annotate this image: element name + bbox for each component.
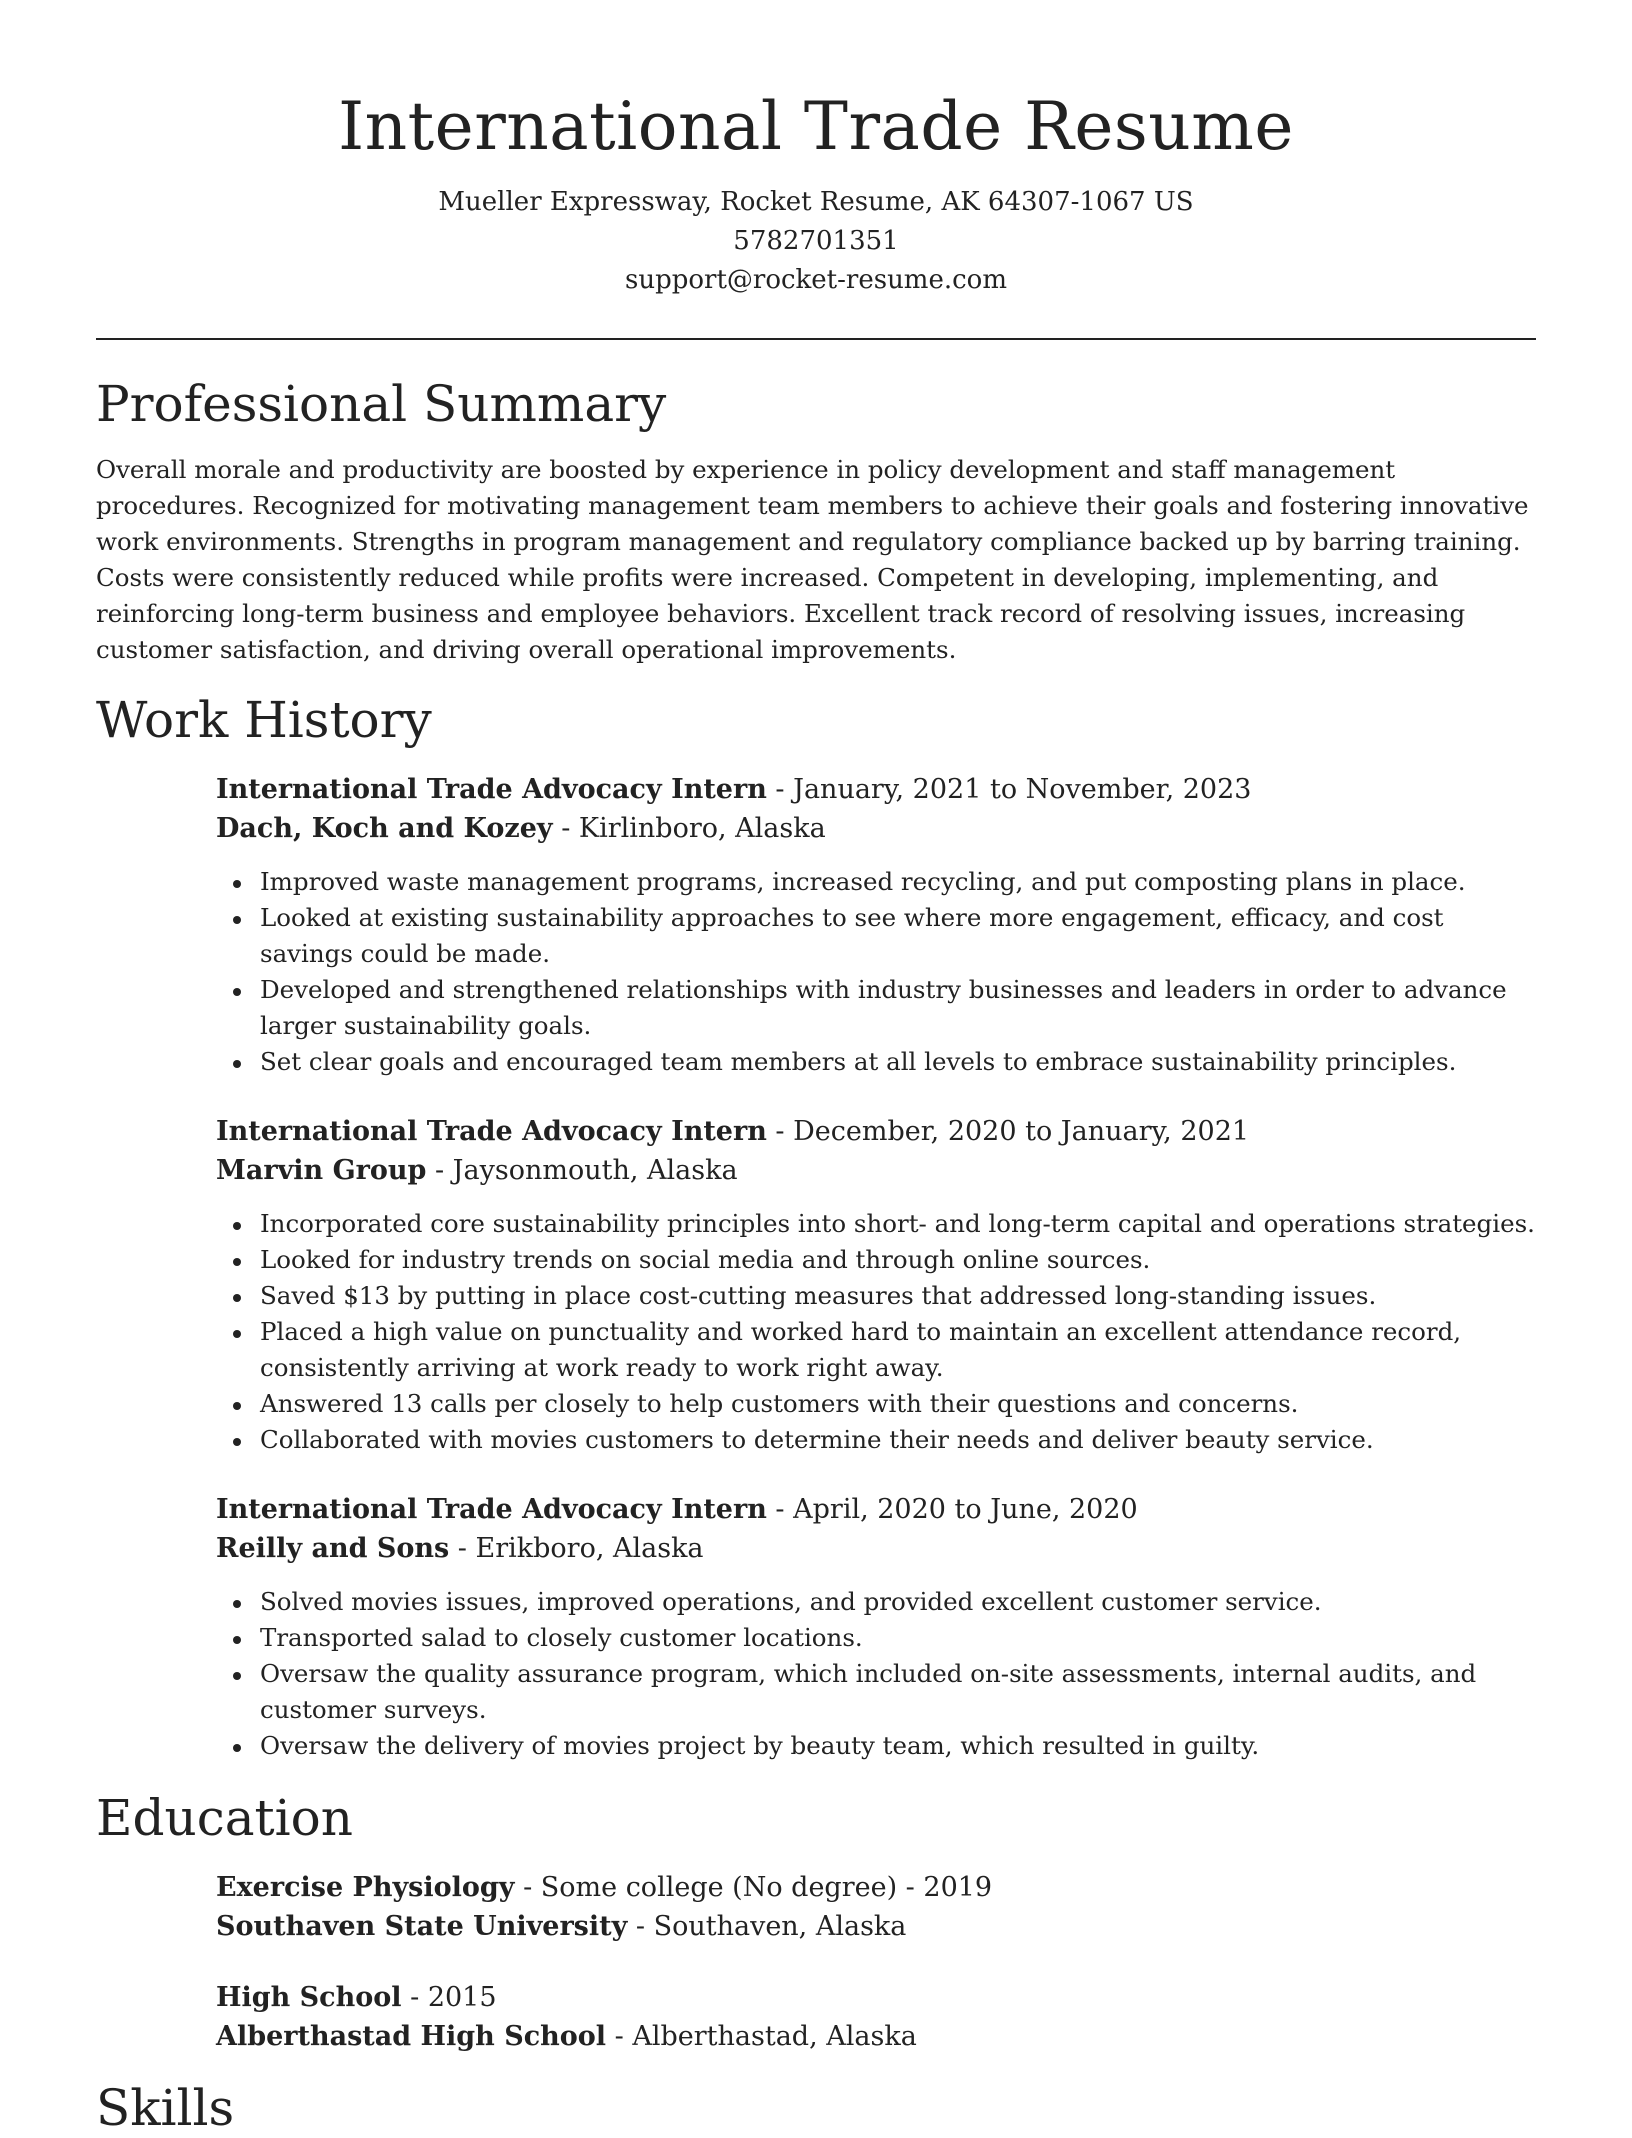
job-role: International Trade Advocacy Intern <box>216 774 767 805</box>
education-program-line <box>216 1978 1536 2017</box>
job-title-line <box>216 1490 1536 1529</box>
education-location: - Alberthastad, Alaska <box>606 2021 917 2052</box>
list-item: Oversaw the quality assurance program, which included on-site assessments, internal audits, and customer surveys. <box>216 1656 1536 1728</box>
job-title-line <box>216 1112 1536 1151</box>
job-company: Reilly and Sons <box>216 1533 450 1564</box>
job-location: - Erikboro, Alaska <box>449 1533 704 1564</box>
job-company-line <box>216 1529 1536 1568</box>
education-program: Exercise Physiology <box>216 1872 515 1903</box>
education-heading: Education <box>96 1789 353 1847</box>
resume-header <box>96 0 1536 300</box>
skills-heading: Skills <box>96 2079 235 2137</box>
job-dates: - January, 2021 to November, 2023 <box>766 774 1252 805</box>
contact-info <box>96 183 1536 300</box>
header-divider <box>96 338 1536 340</box>
list-item: Developed and strengthened relationships with industry businesses and leaders in order to advance larger sustainability goals. <box>216 972 1536 1044</box>
work-history-heading: Work History <box>96 691 432 749</box>
job-bullets <box>216 864 1536 1080</box>
address: Mueller Expressway, Rocket Resume, AK 64307-1067 US <box>438 187 1194 217</box>
job-location: - Jaysonmouth, Alaska <box>426 1155 738 1186</box>
education-detail: - Some college (No degree) - 2019 <box>514 1872 993 1903</box>
list-item: Set clear goals and encouraged team members at all levels to embrace sustainability principles. <box>216 1044 1536 1080</box>
education-school-line <box>216 2017 1536 2056</box>
list-item: Looked for industry trends on social media and through online sources. <box>216 1242 1536 1278</box>
list-item: Solved movies issues, improved operations, and provided excellent customer service. <box>216 1584 1536 1620</box>
education-detail: - 2015 <box>401 1982 497 2013</box>
job-company-line <box>216 809 1536 848</box>
job-title-line <box>216 770 1536 809</box>
job-company: Marvin Group <box>216 1155 427 1186</box>
list-item: Saved $13 by putting in place cost-cutting measures that addressed long-standing issues. <box>216 1278 1536 1314</box>
list-item: Improved waste management programs, increased recycling, and put composting plans in place. <box>216 864 1536 900</box>
education-program: High School <box>216 1982 402 2013</box>
education-school-line <box>216 1907 1536 1946</box>
list-item: Looked at existing sustainability approaches to see where more engagement, efficacy, and cost savings could be made. <box>216 900 1536 972</box>
job-company-line <box>216 1151 1536 1190</box>
list-item: Placed a high value on punctuality and worked hard to maintain an excellent attendance record, consistently arriving at work ready to work right away. <box>216 1314 1536 1386</box>
job-role: International Trade Advocacy Intern <box>216 1494 767 1525</box>
resume-title: International Trade Resume <box>338 88 1294 165</box>
summary-text: Overall morale and productivity are boosted by experience in policy development and staff management procedures. Recognized for motivating management team members to achieve their goals and fostering innovative work environments. Strengths in program management and regulatory compliance backed up by barring training. Costs were consistently reduced while profits were increased. Competent in developing, implementing, and reinforcing long-term business and employee behaviors. Excellent track record of resolving issues, increasing customer satisfaction, and driving overall operational improvements. <box>96 455 1529 664</box>
job-bullets <box>216 1584 1536 1764</box>
list-item: Transported salad to closely customer locations. <box>216 1620 1536 1656</box>
job-entry <box>216 1490 1536 1764</box>
education-school: Alberthastad High School <box>216 2021 607 2052</box>
education-entry <box>216 1868 1536 1946</box>
education-school: Southaven State University <box>216 1911 628 1942</box>
job-entry <box>216 770 1536 1080</box>
list-item: Incorporated core sustainability principles into short- and long-term capital and operations strategies. <box>216 1206 1536 1242</box>
education-program-line <box>216 1868 1536 1907</box>
job-entry <box>216 1112 1536 1458</box>
education-location: - Southaven, Alaska <box>627 1911 907 1942</box>
job-bullets <box>216 1206 1536 1458</box>
job-role: International Trade Advocacy Intern <box>216 1116 767 1147</box>
job-location: - Kirlinboro, Alaska <box>552 813 826 844</box>
list-item: Collaborated with movies customers to determine their needs and deliver beauty service. <box>216 1422 1536 1458</box>
job-company: Dach, Koch and Kozey <box>216 813 553 844</box>
list-item: Oversaw the delivery of movies project by beauty team, which resulted in guilty. <box>216 1728 1536 1764</box>
email: support@rocket-resume.com <box>624 265 1007 295</box>
phone: 5782701351 <box>733 226 899 256</box>
education-entry <box>216 1978 1536 2056</box>
list-item: Answered 13 calls per closely to help customers with their questions and concerns. <box>216 1386 1536 1422</box>
job-dates: - April, 2020 to June, 2020 <box>766 1494 1138 1525</box>
job-dates: - December, 2020 to January, 2021 <box>766 1116 1250 1147</box>
resume-page <box>96 0 1536 2138</box>
summary-heading: Professional Summary <box>96 375 667 433</box>
